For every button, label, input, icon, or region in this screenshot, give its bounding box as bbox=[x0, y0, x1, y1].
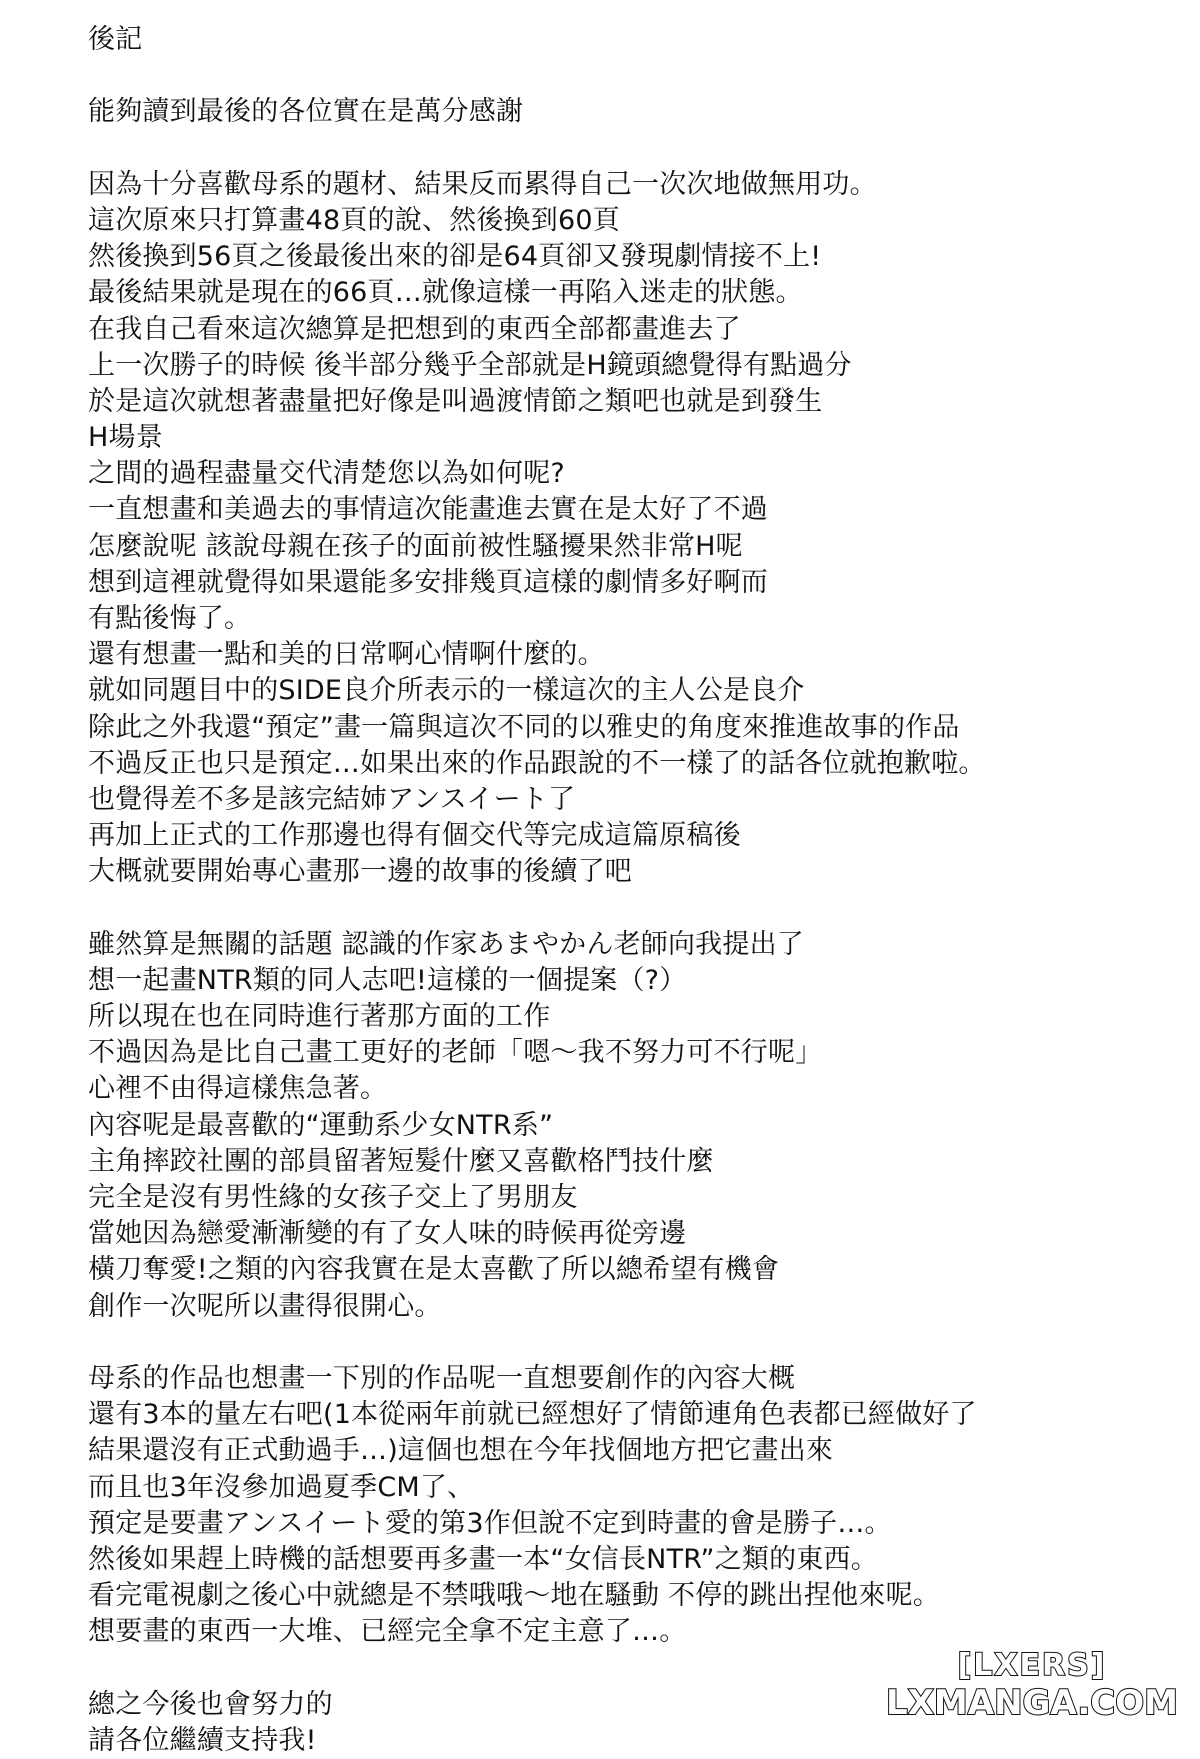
text-line: 之間的過程盡量交代清楚您以為如何呢? bbox=[88, 458, 565, 490]
text-line: 然後如果趕上時機的話想要再多畫一本“女信長NTR”之類的東西。 bbox=[88, 1543, 878, 1575]
text-line: 雖然算是無關的話題 認識的作家あまやかん老師向我提出了 bbox=[88, 928, 804, 960]
text-line: 想到這裡就覺得如果還能多安排幾頁這樣的劇情多好啊而 bbox=[88, 566, 768, 598]
text-line: 主角摔跤社團的部員留著短髮什麼又喜歡格鬥技什麼 bbox=[88, 1145, 714, 1177]
text-line: 不過因為是比自己畫工更好的老師「嗯～我不努力可不行呢」 bbox=[88, 1037, 823, 1069]
text-line: 也覺得差不多是該完結姉アンスイート了 bbox=[88, 783, 576, 815]
text-line: 除此之外我還“預定”畫一篇與這次不同的以雅史的角度來推進故事的作品 bbox=[88, 711, 960, 743]
text-line: 再加上正式的工作那邊也得有個交代等完成這篇原稿後 bbox=[88, 820, 741, 852]
text-line: 請各位繼續支持我! bbox=[88, 1724, 317, 1756]
watermark-site: LXMANGA.COM bbox=[886, 1683, 1178, 1723]
blank-line bbox=[88, 1325, 1088, 1361]
text-line: 這次原來只打算畫48頁的說、然後換到60頁 bbox=[88, 204, 620, 236]
text-line: 想要畫的東西一大堆、已經完全拿不定主意了…。 bbox=[88, 1616, 687, 1648]
text-line: 想一起畫NTR類的同人志吧!這樣的一個提案（?） bbox=[88, 964, 687, 996]
text-line: 因為十分喜歡母系的題材、結果反而累得自己一次次地做無用功。 bbox=[88, 168, 877, 200]
text-line: 橫刀奪愛!之類的內容我實在是太喜歡了所以總希望有機會 bbox=[88, 1254, 780, 1286]
text-line: 完全是沒有男性緣的女孩子交上了男朋友 bbox=[88, 1182, 578, 1213]
text-line: 內容呢是最喜歡的“運動系少女NTR系” bbox=[88, 1109, 554, 1141]
text-line: 看完電視劇之後心中就總是不禁哦哦～地在騷動 不停的跳出捏他來呢。 bbox=[88, 1580, 940, 1612]
text-line: 有點後悔了。 bbox=[88, 603, 252, 634]
text-line: 預定是要畫アンスイート愛的第3作但說不定到時畫的會是勝子…。 bbox=[88, 1507, 892, 1539]
blank-line bbox=[88, 131, 1088, 167]
text-line: 能夠讀到最後的各位實在是萬分感謝 bbox=[88, 96, 524, 128]
text-line: 還有3本的量左右吧(1本從兩年前就已經想好了情節連角色表都已經做好了 bbox=[88, 1399, 977, 1431]
page-title: 後記 bbox=[88, 24, 143, 55]
text-line: 創作一次呢所以畫得很開心。 bbox=[88, 1290, 442, 1322]
site-watermark-logo bbox=[886, 1648, 1178, 1722]
text-line: 就如同題目中的SIDE良介所表示的一樣這次的主人公是良介 bbox=[88, 675, 805, 707]
text-line: 而且也3年沒參加過夏季CM了、 bbox=[88, 1471, 475, 1503]
text-line: 當她因為戀愛漸漸變的有了女人味的時候再從旁邊 bbox=[88, 1218, 687, 1250]
blank-line bbox=[88, 891, 1088, 927]
text-line: 心裡不由得這樣焦急著。 bbox=[88, 1073, 388, 1105]
text-line: 母系的作品也想畫一下別的作品呢一直想要創作的內容大概 bbox=[88, 1362, 796, 1394]
text-line: 不過反正也只是預定…如果出來的作品跟說的不一樣了的話各位就抱歉啦。 bbox=[88, 747, 986, 779]
blank-line bbox=[88, 58, 1088, 94]
text-line: 大概就要開始專心畫那一邊的故事的後續了吧 bbox=[88, 856, 632, 888]
text-line: 總之今後也會努力的 bbox=[88, 1688, 333, 1720]
text-line: 然後換到56頁之後最後出來的卻是64頁卻又發現劇情接不上! bbox=[88, 241, 822, 273]
text-line: 最後結果就是現在的66頁…就像這樣一再陷入迷走的狀態。 bbox=[88, 277, 803, 309]
text-line: 於是這次就想著盡量把好像是叫過渡情節之類吧也就是到發生 bbox=[88, 385, 823, 417]
text-line: 上一次勝子的時候 後半部分幾乎全部就是H鏡頭總覺得有點過分 bbox=[88, 349, 852, 381]
watermark-brand: [LXERS] bbox=[957, 1648, 1107, 1683]
afterword-text bbox=[88, 22, 1088, 1759]
text-line: 一直想畫和美過去的事情這次能畫進去實在是太好了不過 bbox=[88, 494, 768, 526]
text-line: H場景 bbox=[88, 422, 163, 454]
text-line: 結果還沒有正式動過手…)這個也想在今年找個地方把它畫出來 bbox=[88, 1435, 834, 1467]
text-line: 所以現在也在同時進行著那方面的工作 bbox=[88, 1001, 551, 1033]
text-line: 在我自己看來這次總算是把想到的東西全部都畫進去了 bbox=[88, 313, 741, 345]
text-line: 還有想畫一點和美的日常啊心情啊什麼的。 bbox=[88, 639, 605, 671]
text-line: 怎麼說呢 該說母親在孩子的面前被性騷擾果然非常H呢 bbox=[88, 530, 743, 562]
